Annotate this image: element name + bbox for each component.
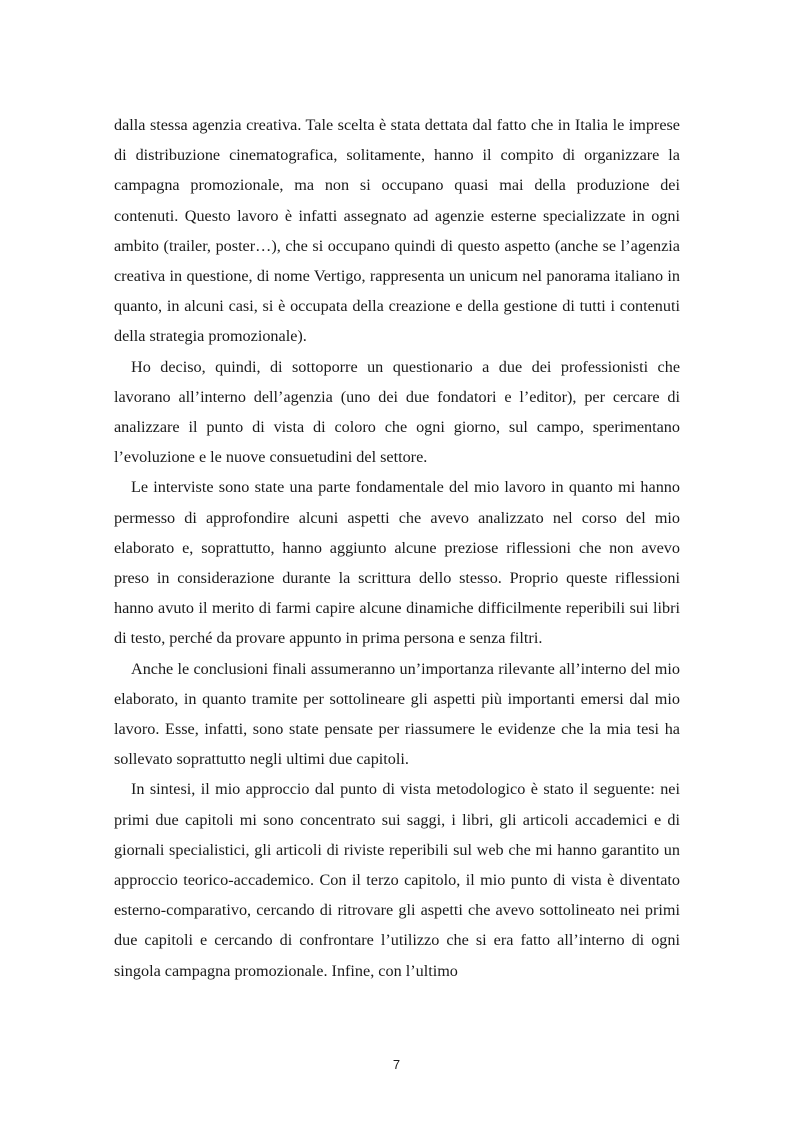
paragraph-3: Le interviste sono state una parte fondamentale del mio lavoro in quanto mi hanno permesso di approfondire alcuni aspetti che avevo analizzato nel corso del mio elaborato e, soprattutto, hanno aggiunto alcune preziose riflessioni che non avevo preso in considerazione durante la scrittura dello stesso. Proprio queste riflessioni hanno avuto il merito di farmi capire alcune dinamiche difficilmente reperibili sui libri di testo, perché da provare appunto in prima persona e senza filtri. xyxy=(114,478,680,648)
paragraph-1: dalla stessa agenzia creativa. Tale scelta è stata dettata dal fatto che in Italia le imprese di distribuzione cinematografica, solitamente, hanno il compito di organizzare la campagna promozionale, ma non si occupano quasi mai della produzione dei contenuti. Questo lavoro è infatti assegnato ad agenzie esterne specializzate in ogni ambito (trailer, poster…), che si occupano quindi di questo aspetto (anche se l’agenzia creativa in questione, di nome Vertigo, rappresenta un unicum nel panorama italiano in quanto, in alcuni casi, si è occupata della creazione e della gestione di tutti i contenuti della strategia promozionale). xyxy=(114,116,680,346)
paragraph-5: In sintesi, il mio approccio dal punto di vista metodologico è stato il seguente: nei primi due capitoli mi sono concentrato sui saggi, i libri, gli articoli accademici e di giornali specialistici, gli articoli di riviste reperibili sul web che mi hanno garantito un approccio teorico-accademico. Con il terzo capitolo, il mio punto di vista è diventato esterno-comparativo, cercando di ritrovare gli aspetti che avevo sottolineato nei primi due capitoli e cercando di confrontare l’utilizzo che si era fatto all’interno di ogni singola campagna promozionale. Infine, con l’ultimo xyxy=(114,780,680,980)
document-body xyxy=(114,110,680,986)
paragraph-4: Anche le conclusioni finali assumeranno un’importanza rilevante all’interno del mio elaborato, in quanto tramite per sottolineare gli aspetti più importanti emersi dal mio lavoro. Esse, infatti, sono state pensate per riassumere le evidenze che la mia tesi ha sollevato soprattutto negli ultimi due capitoli. xyxy=(114,659,680,769)
page-number: 7 xyxy=(392,1057,401,1072)
paragraph-2: Ho deciso, quindi, di sottoporre un questionario a due dei professionisti che lavorano all’interno dell’agenzia (uno dei due fondatori e l’editor), per cercare di analizzare il punto di vista di coloro che ogni giorno, sul campo, sperimentano l’evoluzione e le nuove consuetudini del settore. xyxy=(114,357,680,467)
